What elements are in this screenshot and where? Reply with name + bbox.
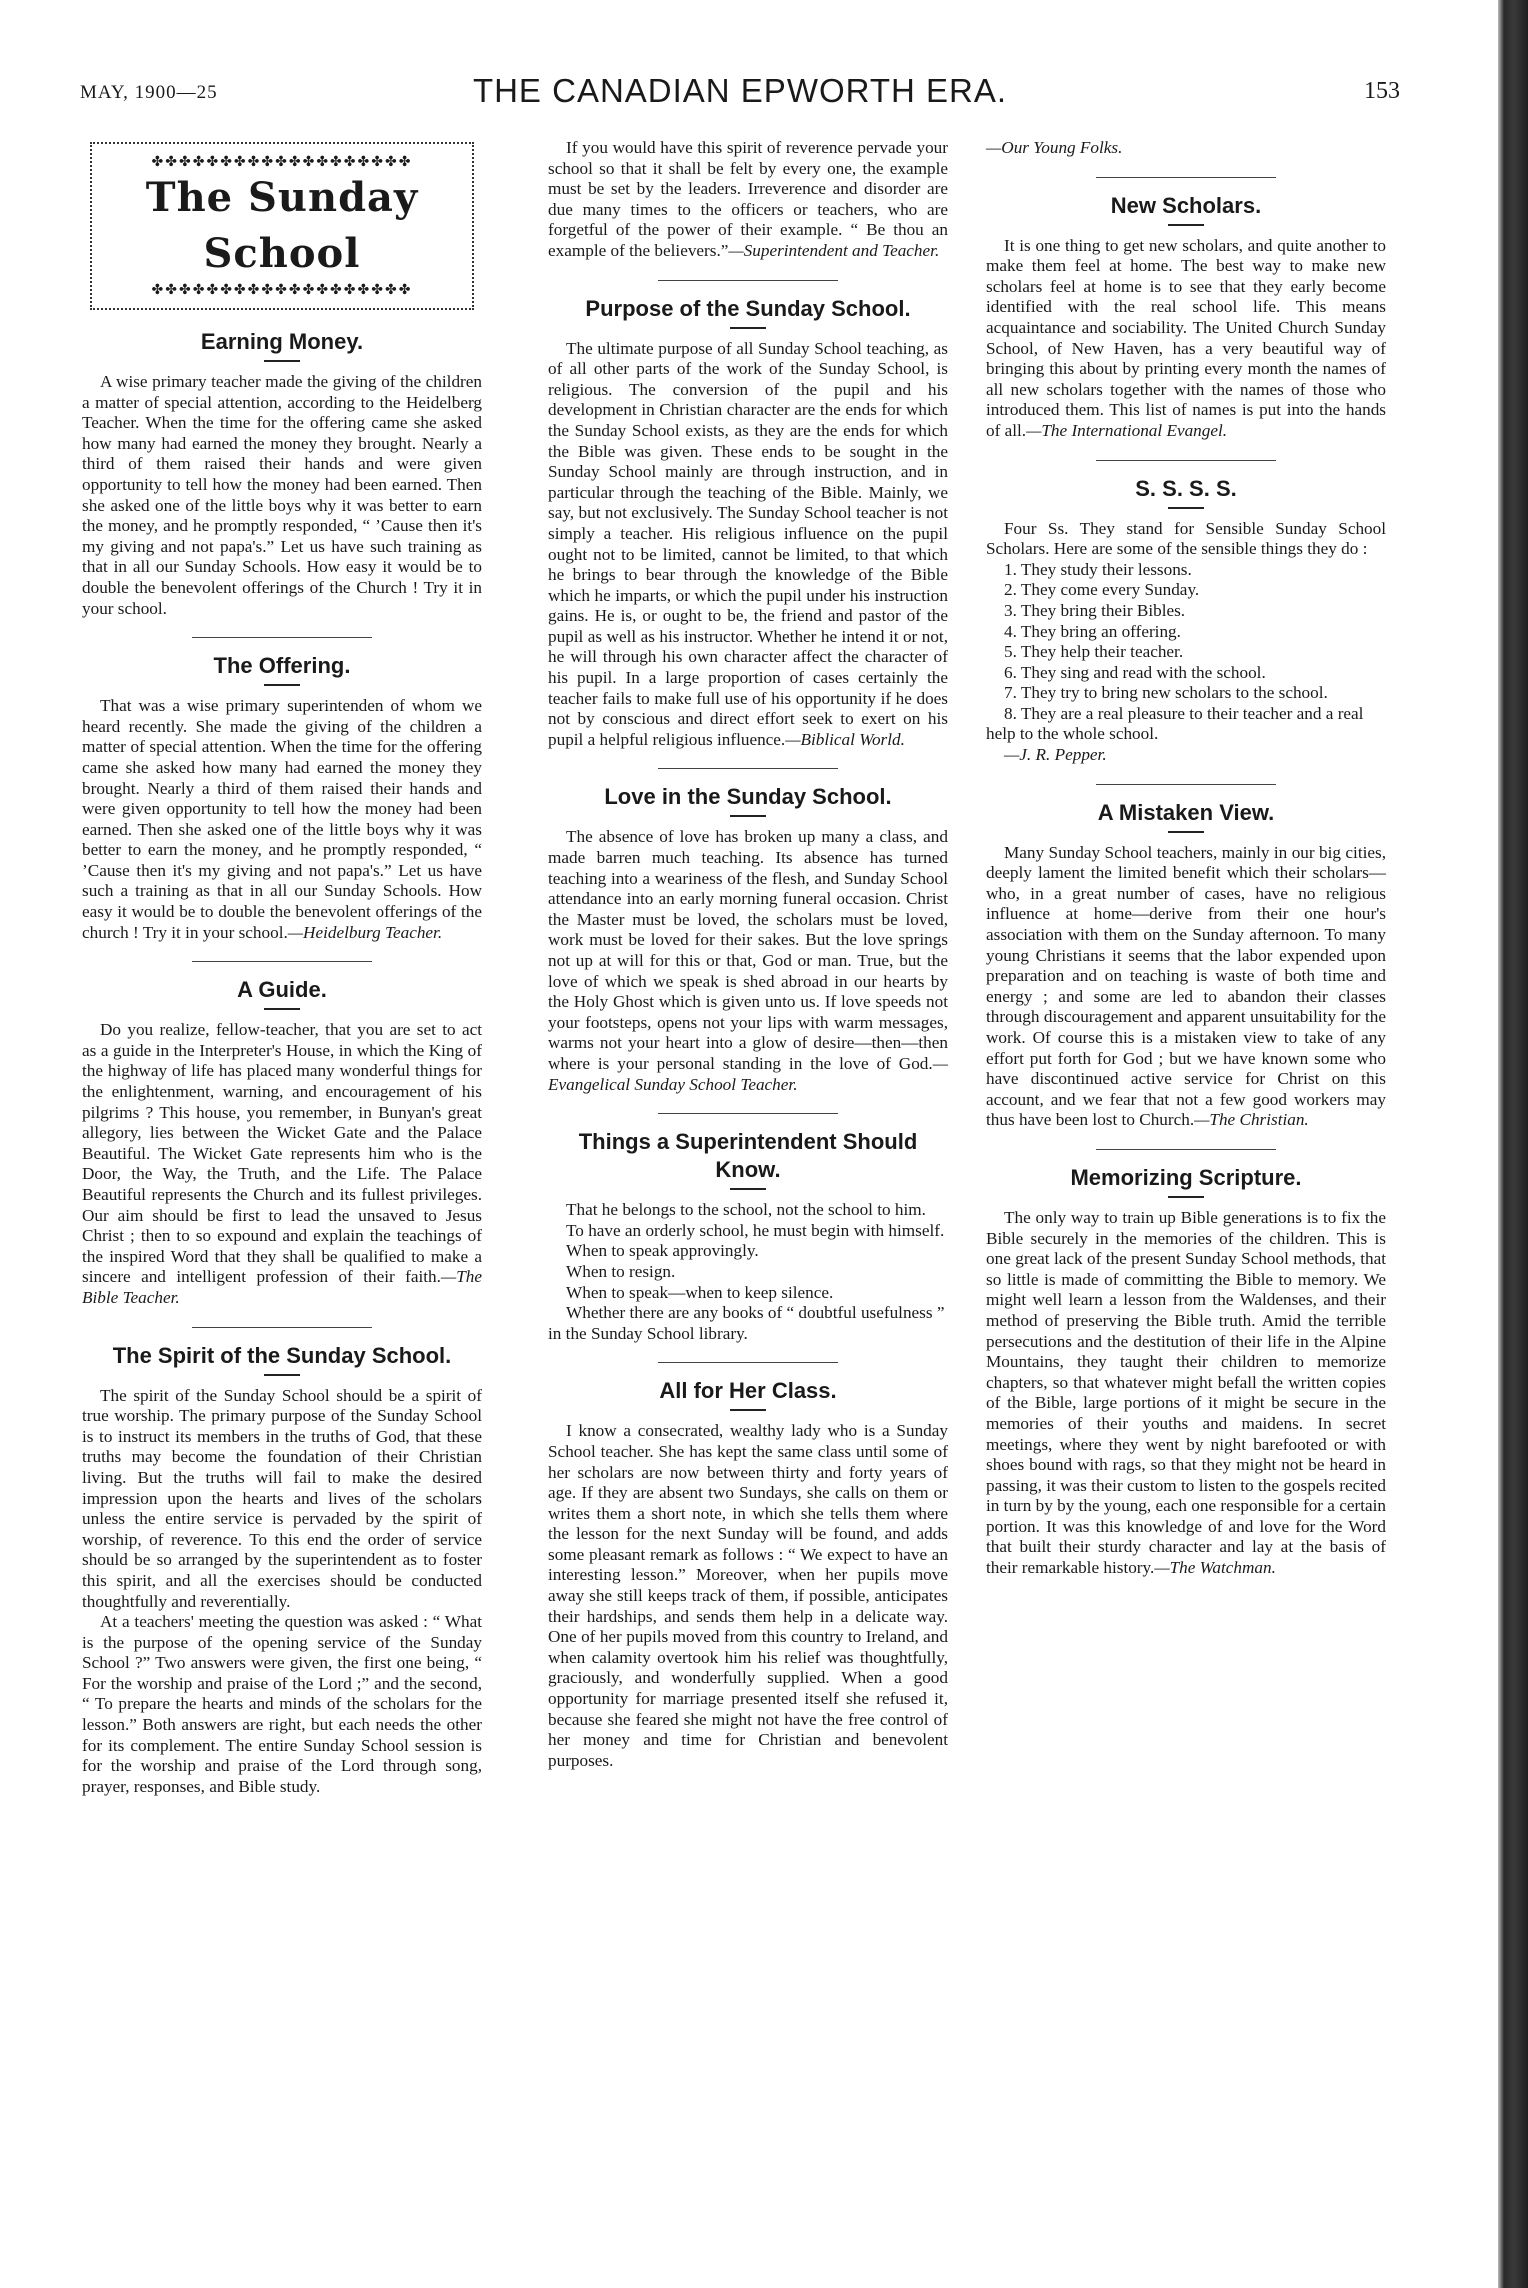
article-body: [986, 236, 1386, 442]
column-2: [548, 138, 948, 1771]
title-rule: [1168, 1196, 1204, 1198]
article-title: A Guide.: [237, 977, 327, 1003]
page-header: [80, 72, 1400, 112]
section-banner: [90, 142, 474, 310]
article-source: —Superintendent and Teacher.: [728, 240, 940, 260]
title-rule: [730, 327, 766, 329]
article-text: That was a wise primary superintenden of whom we heard recently. She made the giving of the children a matter of special attention. When the time for the offering came she asked how many had earned the money they brought. Nearly a third of them raised their hands and were given opportunity to tell how the money had been earned. Then she asked one of the little boys why it was better to earn the money, and he promptly responded, “ ’Cause then it's my giving and not papa's.” Let us have such a training as that in all our Sunday Schools. How easy it would be to double the benevolent offerings of the church ! Try it in your school.: [82, 696, 482, 942]
list-item: Whether there are any books of “ doubtful usefulness ” in the Sunday School library.: [548, 1303, 945, 1343]
title-rule: [264, 684, 300, 686]
title-rule: [730, 1409, 766, 1411]
article-body: [548, 138, 948, 262]
column-3: [986, 138, 1386, 1579]
article-text: It is one thing to get new scholars, and quite another to make them feel at home. The best way to make new scholars feel at home is to see that they early become identified with the real school life. This means acquaintance and sociability. The United Church Sunday School, of New Haven, has a very beautiful way of bringing this about by printing every month the names of all new scholars together with the names of those who introduced them. This list of names is put into the hands of all.: [986, 235, 1386, 440]
article-divider: [658, 768, 838, 769]
article-purpose: [548, 295, 948, 751]
article-text: The ultimate purpose of all Sunday School teaching, as of all other parts of the work of the Sunday School, is religious. The conversion of the pupil and his development in Christian character are the ends for which the Sunday School exists, as they are the ends for which the Bible was given. These ends to be sought in the Sunday School mainly are through instruction, and in particular through the teaching of the Bible. Mainly, we say, but not exclusively. The Sunday School teacher is not simply a teacher. His religious influence on the pupil ought not to be limited, cannot be limited, to that which he brings to bear through the knowledge of the Bible which he imparts, or which the pupil under his instruction gains. He is, or ought to be, the friend and pastor of the pupil as well as his instructor. Whether he intend it or not, he will through his own character affect the character of his pupil. In a large proportion of cases certainly the teacher fails to make full use of his opportunity if he does not by conscious and direct effort seek to exert on his pupil a helpful religious influence.: [548, 338, 948, 749]
ssss-list: [986, 560, 1386, 745]
article-divider: [658, 280, 838, 281]
article-memorizing: [986, 1164, 1386, 1579]
page-edge-shadow: [1498, 0, 1528, 2288]
article-body: [82, 696, 482, 943]
article-title: New Scholars.: [1110, 192, 1262, 218]
article-ssss: [986, 475, 1386, 766]
article-source: —The Bible Teacher.: [82, 1267, 482, 1307]
article-title: Memorizing Scripture.: [1070, 1164, 1302, 1190]
list-item: 7. They try to bring new scholars to the school.: [1004, 683, 1328, 703]
title-rule: [1168, 831, 1204, 833]
article-source: —The Christian.: [1194, 1110, 1309, 1130]
article-body: At a teachers' meeting the question was asked : “ What is the purpose of the opening service of the Sunday School ?” Two answers were given, the first one being, “ For the worship and praise of the Lord ;” and the second, “ To prepare the hearts and minds of the scholars for the lesson.” Both answers are right, but each needs the other for its complement. The entire Sunday School session is for the worship and praise of the Lord through song, prayer, responses, and Bible study.: [82, 1612, 482, 1796]
article-body: The spirit of the Sunday School should be a spirit of true worship. The primary purpose of the Sunday School is to instruct its members in the truths of God, that these truths may become the foundation of their Christian living. But the truths will fail to make the desired impression upon the hearts and lives of the scholars unless the entire service is pervaded by the spirit of worship, of reverence. To this end the order of service should be so arranged by the superintendent as to foster this spirit, and all the exercises should be conducted thoughtfully and reverentially.: [82, 1385, 482, 1611]
article-source-line: [986, 138, 1386, 159]
article-body: [548, 339, 948, 751]
banner-ornament-top: ✤✤✤✤✤✤✤✤✤✤✤✤✤✤✤✤✤✤✤: [151, 154, 413, 170]
article-mistaken-view: [986, 799, 1386, 1131]
article-body: I know a consecrated, wealthy lady who is a Sunday School teacher. She has kept the same class until some of her scholars are now between thirty and forty years of age. If they are absent two Sundays, she calls on them or writes them a short note, in which she tells them where the lesson for the next Sunday will be found, and adds some pleasant remark as follows : “ We expect to have an interesting lesson.” Moreover, when her pupils move away she still keeps track of them, if possible, anticipates their hardships, and sends them help in a delicate way. One of her pupils moved from this country to Ireland, and when calamity overtook him his relief was thoughtfully, graciously, and wonderfully supplied. When a good opportunity for marriage presented itself she refused it, because she feared she might not have the free control of her money and time for Christian and benevolent purposes.: [548, 1421, 948, 1770]
title-rule: [730, 815, 766, 817]
article-text: If you would have this spirit of reverence pervade your school so that it shall be felt by every one, the example must be set by the leaders. Irreverence and disorder are due many times to the officers or teachers, who are forgetful of the power of their example. “ Be thou an example of the believers.”: [548, 138, 948, 260]
banner-title: The Sunday School: [145, 174, 419, 277]
article-divider: [658, 1113, 838, 1114]
article-a-guide: [82, 976, 482, 1308]
title-rule: [1168, 507, 1204, 509]
article-source: —The Watchman.: [1154, 1558, 1276, 1578]
list-item: 4. They bring an offering.: [1004, 621, 1181, 641]
article-love: [548, 783, 948, 1095]
title-rule: [730, 1188, 766, 1190]
list-item: 8. They are a real pleasure to their teacher and a real help to the whole school.: [986, 703, 1364, 744]
article-body: [82, 1020, 482, 1308]
article-divider: [1096, 784, 1276, 785]
article-spirit-of-school: [82, 1342, 482, 1798]
article-superintendent: [548, 1128, 948, 1344]
article-earning-money: [82, 328, 482, 619]
article-source: —J. R. Pepper.: [1004, 745, 1107, 765]
article-divider: [192, 961, 372, 962]
article-divider: [1096, 1149, 1276, 1150]
title-rule: [264, 1374, 300, 1376]
article-divider: [1096, 177, 1276, 178]
article-divider: [658, 1362, 838, 1363]
list-item: When to speak approvingly.: [566, 1241, 759, 1261]
article-title: Love in the Sunday School.: [604, 784, 892, 810]
page-number: 153: [1364, 78, 1400, 104]
article-title: S. S. S. S.: [1135, 475, 1237, 501]
list-item: 6. They sing and read with the school.: [1004, 662, 1266, 682]
list-item: When to speak—when to keep silence.: [566, 1282, 834, 1302]
list-item: When to resign.: [566, 1261, 676, 1281]
list-item: 1. They study their lessons.: [1004, 559, 1192, 579]
article-body: [986, 843, 1386, 1131]
article-divider: [192, 637, 372, 638]
article-text: The absence of love has broken up many a class, and made barren much teaching. Its absence has turned teaching into a weariness of the flesh, and Sunday School attendance into an early morning funeral occasion. Christ the Master must be loved, the scholars must be loved, work must be loved for their sakes. But the love springs not up at will for this or that, God or man. True, but the love of which we speak is shed abroad in our hearts by the Holy Ghost which is given unto us. If love speeds not your footsteps, opens not your lips with warm messages, warms not your heart into a glow of desire—then—then where is your personal standing in the love of God.: [548, 827, 948, 1073]
issue-date: MAY, 1900—25: [80, 82, 218, 103]
article-source: —Our Young Folks.: [986, 138, 1123, 157]
article-source: —Biblical World.: [785, 729, 905, 749]
article-title: The Spirit of the Sunday School.: [112, 1342, 452, 1368]
title-rule: [264, 360, 300, 362]
publication-title: THE CANADIAN EPWORTH ERA.: [472, 72, 1008, 109]
article-divider: [192, 1327, 372, 1328]
article-divider: [1096, 460, 1276, 461]
article-title: Purpose of the Sunday School.: [585, 295, 911, 321]
article-title: A Mistaken View.: [1097, 799, 1275, 825]
article-title: Things a Superintendent Should Know.: [578, 1129, 918, 1183]
article-title: The Offering.: [213, 653, 351, 679]
list-item: 3. They bring their Bibles.: [1004, 600, 1186, 620]
title-rule: [1168, 224, 1204, 226]
article-source: —The International Evangel.: [1026, 420, 1228, 440]
title-rule: [264, 1008, 300, 1010]
article-body: Four Ss. They stand for Sensible Sunday School Scholars. Here are some of the sensible things they do :: [986, 518, 1386, 559]
article-source: —Evangelical Sunday School Teacher.: [548, 1053, 948, 1094]
article-body: [986, 1208, 1386, 1579]
banner-ornament-bottom: ✤✤✤✤✤✤✤✤✤✤✤✤✤✤✤✤✤✤✤: [151, 282, 413, 298]
article-title: Earning Money.: [200, 329, 364, 354]
article-body: A wise primary teacher made the giving of the children a matter of special attention, according to the Heidelberg Teacher. When the time for the offering came she asked how many had earned the money they brought. Nearly a third of them raised their hands and were given opportunity to tell how the money had been earned. Then she asked one of the little boys why it was better to earn the money, and he promptly responded, “ ’Cause then it's my giving and not papa's.” Let us have such training as that in all our Sunday Schools. How easy it would be to double the benevolent offerings of the Church ! Try it in your school.: [82, 372, 482, 618]
list-item: 2. They come every Sunday.: [1004, 580, 1200, 600]
article-the-offering: [82, 652, 482, 943]
article-source: —Heidelburg Teacher.: [287, 922, 443, 942]
article-title: All for Her Class.: [659, 1378, 837, 1404]
list-item: That he belongs to the school, not the school to him.: [566, 1200, 926, 1220]
article-new-scholars: [986, 192, 1386, 442]
superintendent-list: [548, 1200, 948, 1344]
article-her-class: [548, 1377, 948, 1771]
article-text: The only way to train up Bible generations is to fix the Bible securely in the memories of the children. This is one great lack of the present Sunday School methods, that so little is made of committing the Bible to memory. We might well learn a lesson from the Waldenses, and their method of preserving the Bible truth. Amid the terrible persecutions and the destitution of their life in the Alpine Mountains, they taught their children to memorize chapters, so that whatever might befall the written copies of the Bible, large portions of it might be secure in the memories of their youths and maidens. In secret meetings, where they went by night barefooted or with shoes bound with rags, so that they might not be heard in passing, it was their custom to listen to the gospels recited in turn by by the young, each one responsible for a certain portion. It was this knowledge of and love for the Word that built their sturdy character and lay at the basis of their remarkable history.: [986, 1207, 1386, 1578]
column-1: [82, 138, 482, 1797]
list-item: 5. They help their teacher.: [1004, 642, 1184, 662]
article-text: Many Sunday School teachers, mainly in our big cities, deeply lament the limited benefit which their scholars—who, in a great number of cases, have no religious influence at home—derive from their one hour's association with them on the Sunday afternoon. To many young Christians it seems that the labor expended upon preparation and on teaching is waste of both time and energy ; and some are led to abandon their classes through discouragement and apparent unsuitability for the work. Of course this is a mistaken view to take of any effort put forth for God ; but we have known some who have discontinued active service for Christ on this account, and we fear that not a few good workers may thus have been lost to Church.: [986, 842, 1386, 1130]
article-body: [548, 827, 948, 1095]
article-text: Do you realize, fellow-teacher, that you are set to act as a guide in the Interpreter's House, in which the King of the highway of life has placed many wonderful things for the enlightenment, warning, and encouragement of his pilgrims ? This house, you remember, in Bunyan's great allegory, lies between the Wicket Gate and the Palace Beautiful. The Wicket Gate represents him who is the Door, the Way, the Truth, and the Life. The Palace Beautiful represents the Church and its fullest privileges. Our aim should be first to lead the unsaved to Jesus Christ ; then to so expound and explain the teachings of the inspired Word that they shall be qualified to make a sincere and intelligent profession of their faith.: [82, 1020, 482, 1287]
list-item: To have an orderly school, he must begin with himself.: [566, 1220, 945, 1240]
